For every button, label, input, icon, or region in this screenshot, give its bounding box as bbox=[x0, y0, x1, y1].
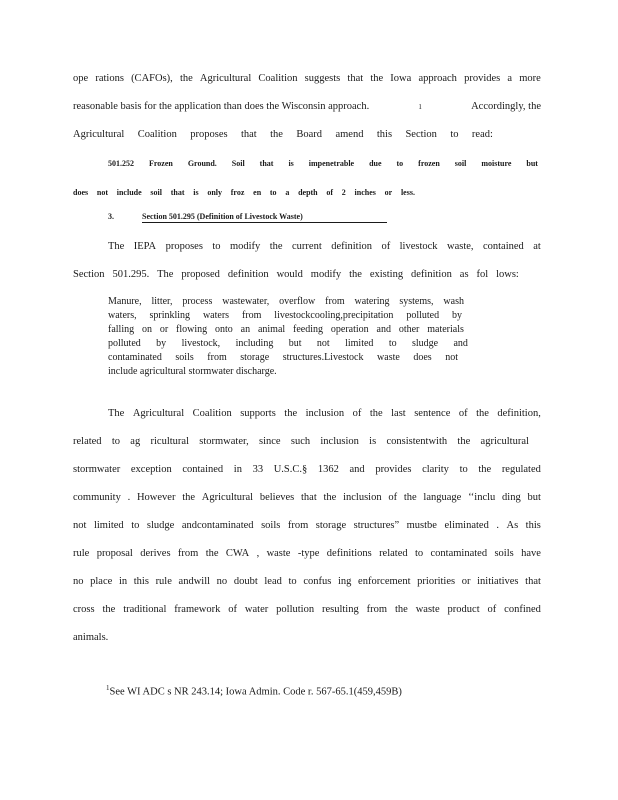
paragraph3-line: not limited to sludge andcontaminated soils from storage structures” mustbe eliminated . As this bbox=[73, 520, 541, 531]
paragraph1-line3: Agricultural Coalition proposes that the Board amend this Section to read: bbox=[73, 129, 493, 140]
footnote-text: See WI ADC s NR 243.14; Iowa Admin. Code r. 567-65.1(459,459B) bbox=[109, 686, 402, 698]
quote-line: waters, sprinkling waters from livestockcooling,precipitation polluted by bbox=[108, 310, 462, 321]
paragraph3-line: community . However the Agricultural believes that the inclusion of the language ‘‘inclu ding but bbox=[73, 492, 541, 503]
footnote-number: 1 bbox=[106, 684, 110, 692]
paragraph3-line: The Agricultural Coalition supports the inclusion of the last sentence of the definition, bbox=[108, 408, 541, 419]
quote-line: falling on or flowing onto an animal feeding operation and other materials bbox=[108, 324, 464, 335]
paragraph1-line2-text: reasonable basis for the application than does the Wisconsin approach. bbox=[73, 101, 370, 112]
footnote bbox=[106, 684, 402, 698]
proposed-text-line2: does not include soil that is only froz en to a depth of 2 inches or less. bbox=[73, 188, 415, 197]
paragraph3-line: stormwater exception contained in 33 U.S.C.§ 1362 and provides clarity to the regulated bbox=[73, 464, 541, 475]
paragraph2-line1: The IEPA proposes to modify the current definition of livestock waste, contained at bbox=[108, 241, 541, 252]
paragraph2-line2: Section 501.295. The proposed definition would modify the existing definition as fol lows: bbox=[73, 269, 519, 280]
section-title: Section 501.295 (Definition of Livestock Waste) bbox=[142, 212, 387, 223]
paragraph1-line1: ope rations (CAFOs), the Agricultural Coalition suggests that the Iowa approach provides a more bbox=[73, 73, 541, 84]
quote-line: Manure, litter, process wastewater, overflow from watering systems, wash bbox=[108, 296, 464, 307]
section-heading bbox=[108, 212, 387, 223]
paragraph3-line: no place in this rule andwill no doubt lead to confus ing enforcement priorities or initiatives that bbox=[73, 576, 541, 587]
quote-line: include agricultural stormwater discharge. bbox=[108, 366, 277, 377]
paragraph3-line: rule proposal derives from the CWA , waste -type definitions related to contaminated soils have bbox=[73, 548, 541, 559]
proposed-text-line1: 501.252 Frozen Ground. Soil that is impenetrable due to frozen soil moisture but bbox=[108, 159, 538, 168]
quote-line: polluted by livestock, including but not limited to sludge and bbox=[108, 338, 468, 349]
paragraph1-line2-end: Accordingly, the bbox=[471, 101, 541, 112]
paragraph3-line: animals. bbox=[73, 632, 109, 643]
paragraph3-line: related to ag ricultural stormwater, since such inclusion is consistentwith the agricultural bbox=[73, 436, 529, 447]
section-number: 3. bbox=[108, 212, 114, 221]
paragraph3-line: cross the traditional framework of water pollution resulting from the waste product of confined bbox=[73, 604, 541, 615]
paragraph1-line2 bbox=[73, 100, 541, 114]
quote-line: contaminated soils from storage structures.Livestock waste does not bbox=[108, 352, 458, 363]
footnote-reference[interactable]: 1 bbox=[418, 103, 422, 111]
